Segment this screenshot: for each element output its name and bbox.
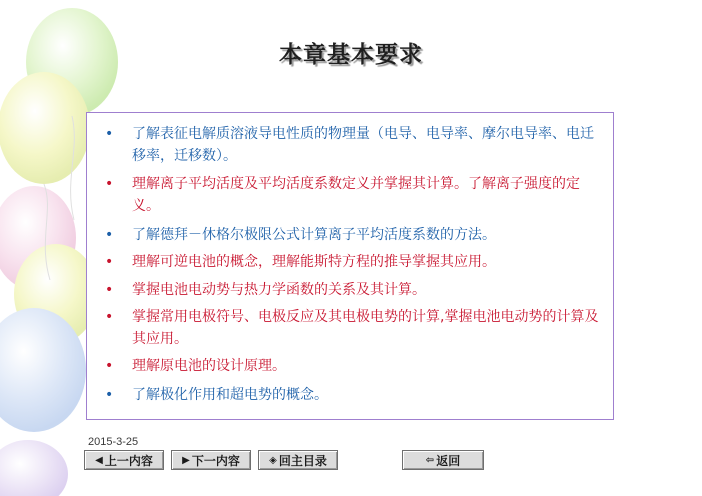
main-menu-label: 回主目录 xyxy=(278,453,327,468)
list-item-text: 了解德拜－休格尔极限公式计算离子平均活度系数的方法。 xyxy=(132,227,496,243)
bullet-dot: • xyxy=(105,126,114,142)
list-item-text: 理解原电池的设计原理。 xyxy=(132,358,286,374)
diamond-icon: ◈ xyxy=(269,454,277,466)
main-menu-button[interactable] xyxy=(258,450,338,470)
slide-date: 2015-3-25 xyxy=(88,436,139,448)
prev-content-button[interactable] xyxy=(84,450,164,470)
back-button[interactable] xyxy=(402,450,484,470)
bullet-dot: • xyxy=(105,282,114,298)
back-label: 返回 xyxy=(436,453,461,468)
list-item-text: 理解离子平均活度及平均活度系数定义并掌握其计算。了解离子强度的定义。 xyxy=(132,176,580,214)
page-title: 本章基本要求 xyxy=(279,42,423,68)
list-item-text: 掌握电池电动势与热力学函数的关系及其计算。 xyxy=(132,282,426,298)
triangle-right-icon: ▶ xyxy=(182,454,190,466)
list-item-text: 掌握常用电极符号、电极反应及其电极电势的计算,掌握电池电动势的计算及其应用。 xyxy=(132,309,599,347)
triangle-left-icon: ◀ xyxy=(95,454,103,466)
next-content-label: 下一内容 xyxy=(191,453,240,468)
bullet-dot: • xyxy=(105,227,114,243)
bullet-dot: • xyxy=(105,176,114,192)
left-arrow-icon: ⇦ xyxy=(425,454,435,466)
requirements-box xyxy=(86,112,614,420)
bullet-dot: • xyxy=(105,387,114,403)
bullet-dot: • xyxy=(105,309,114,325)
prev-content-label: 上一内容 xyxy=(104,453,153,468)
list-item-text: 了解表征电解质溶液导电性质的物理量（电导、电导率、摩尔电导率、电迁移率，迁移数）。 xyxy=(132,126,594,164)
next-content-button[interactable] xyxy=(171,450,251,470)
list-item-text: 理解可逆电池的概念，理解能斯特方程的推导掌握其应用。 xyxy=(132,254,496,270)
balloon-lavender xyxy=(0,440,68,496)
list-item-text: 了解极化作用和超电势的概念。 xyxy=(132,387,328,403)
bullet-dot: • xyxy=(105,358,114,374)
balloon-yellow xyxy=(0,72,90,184)
bullet-dot: • xyxy=(105,254,114,270)
